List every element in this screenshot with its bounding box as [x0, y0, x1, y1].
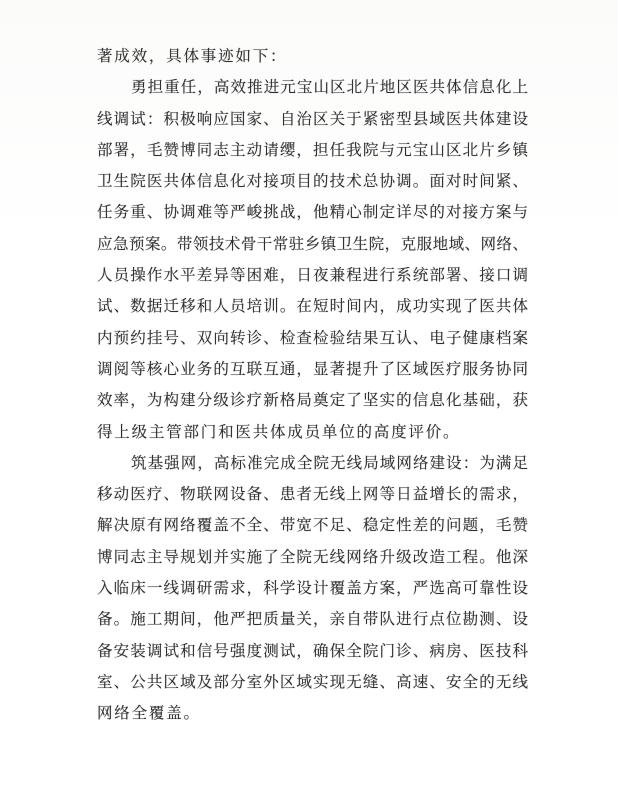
text-line: 效率，为构建分级诊疗新格局奠定了坚实的信息化基础，获	[97, 392, 528, 410]
text-line: 入临床一线调研需求，科学设计覆盖方案，严选高可靠性设	[97, 580, 528, 598]
text-line: 卫生院医共体信息化对接项目的技术总协调。面对时间紧、	[97, 173, 528, 191]
text-line: 得上级主管部门和医共体成员单位的高度评价。	[97, 423, 461, 441]
text-line: 网络全覆盖。	[97, 705, 201, 723]
document-text-block	[97, 41, 528, 730]
text-line: 筑基强网，高标准完成全院无线局域网络建设：为满足	[131, 454, 528, 472]
text-line: 备安装调试和信号强度测试，确保全院门诊、病房、医技科	[97, 642, 528, 660]
text-line: 人员操作水平差异等困难，日夜兼程进行系统部署、接口调	[97, 267, 528, 285]
text-line: 移动医疗、物联网设备、患者无线上网等日益增长的需求，	[97, 486, 528, 504]
text-line: 勇担重任，高效推进元宝山区北片地区医共体信息化上	[131, 79, 528, 97]
text-line: 试、数据迁移和人员培训。在短时间内，成功实现了医共体	[97, 298, 528, 316]
text-line: 线调试：积极响应国家、自治区关于紧密型县域医共体建设	[97, 110, 528, 128]
text-line: 博同志主导规划并实施了全院无线网络升级改造工程。他深	[97, 548, 528, 566]
text-line: 内预约挂号、双向转诊、检查检验结果互认、电子健康档案	[97, 329, 528, 347]
text-line: 解决原有网络覆盖不全、带宽不足、稳定性差的问题，毛赞	[97, 517, 528, 535]
text-line: 调阅等核心业务的互联互通，显著提升了区域医疗服务协同	[97, 360, 528, 378]
text-line: 室、公共区域及部分室外区域实现无缝、高速、安全的无线	[97, 673, 528, 691]
text-line: 部署，毛赞博同志主动请缨，担任我院与元宝山区北片乡镇	[97, 141, 528, 159]
text-line: 备。施工期间，他严把质量关，亲自带队进行点位勘测、设	[97, 611, 528, 629]
text-line: 任务重、协调难等严峻挑战，他精心制定详尽的对接方案与	[97, 204, 528, 222]
text-line: 著成效，具体事迹如下：	[97, 48, 288, 65]
text-line: 应急预案。带领技术骨干常驻乡镇卫生院，克服地域、网络、	[97, 235, 528, 253]
